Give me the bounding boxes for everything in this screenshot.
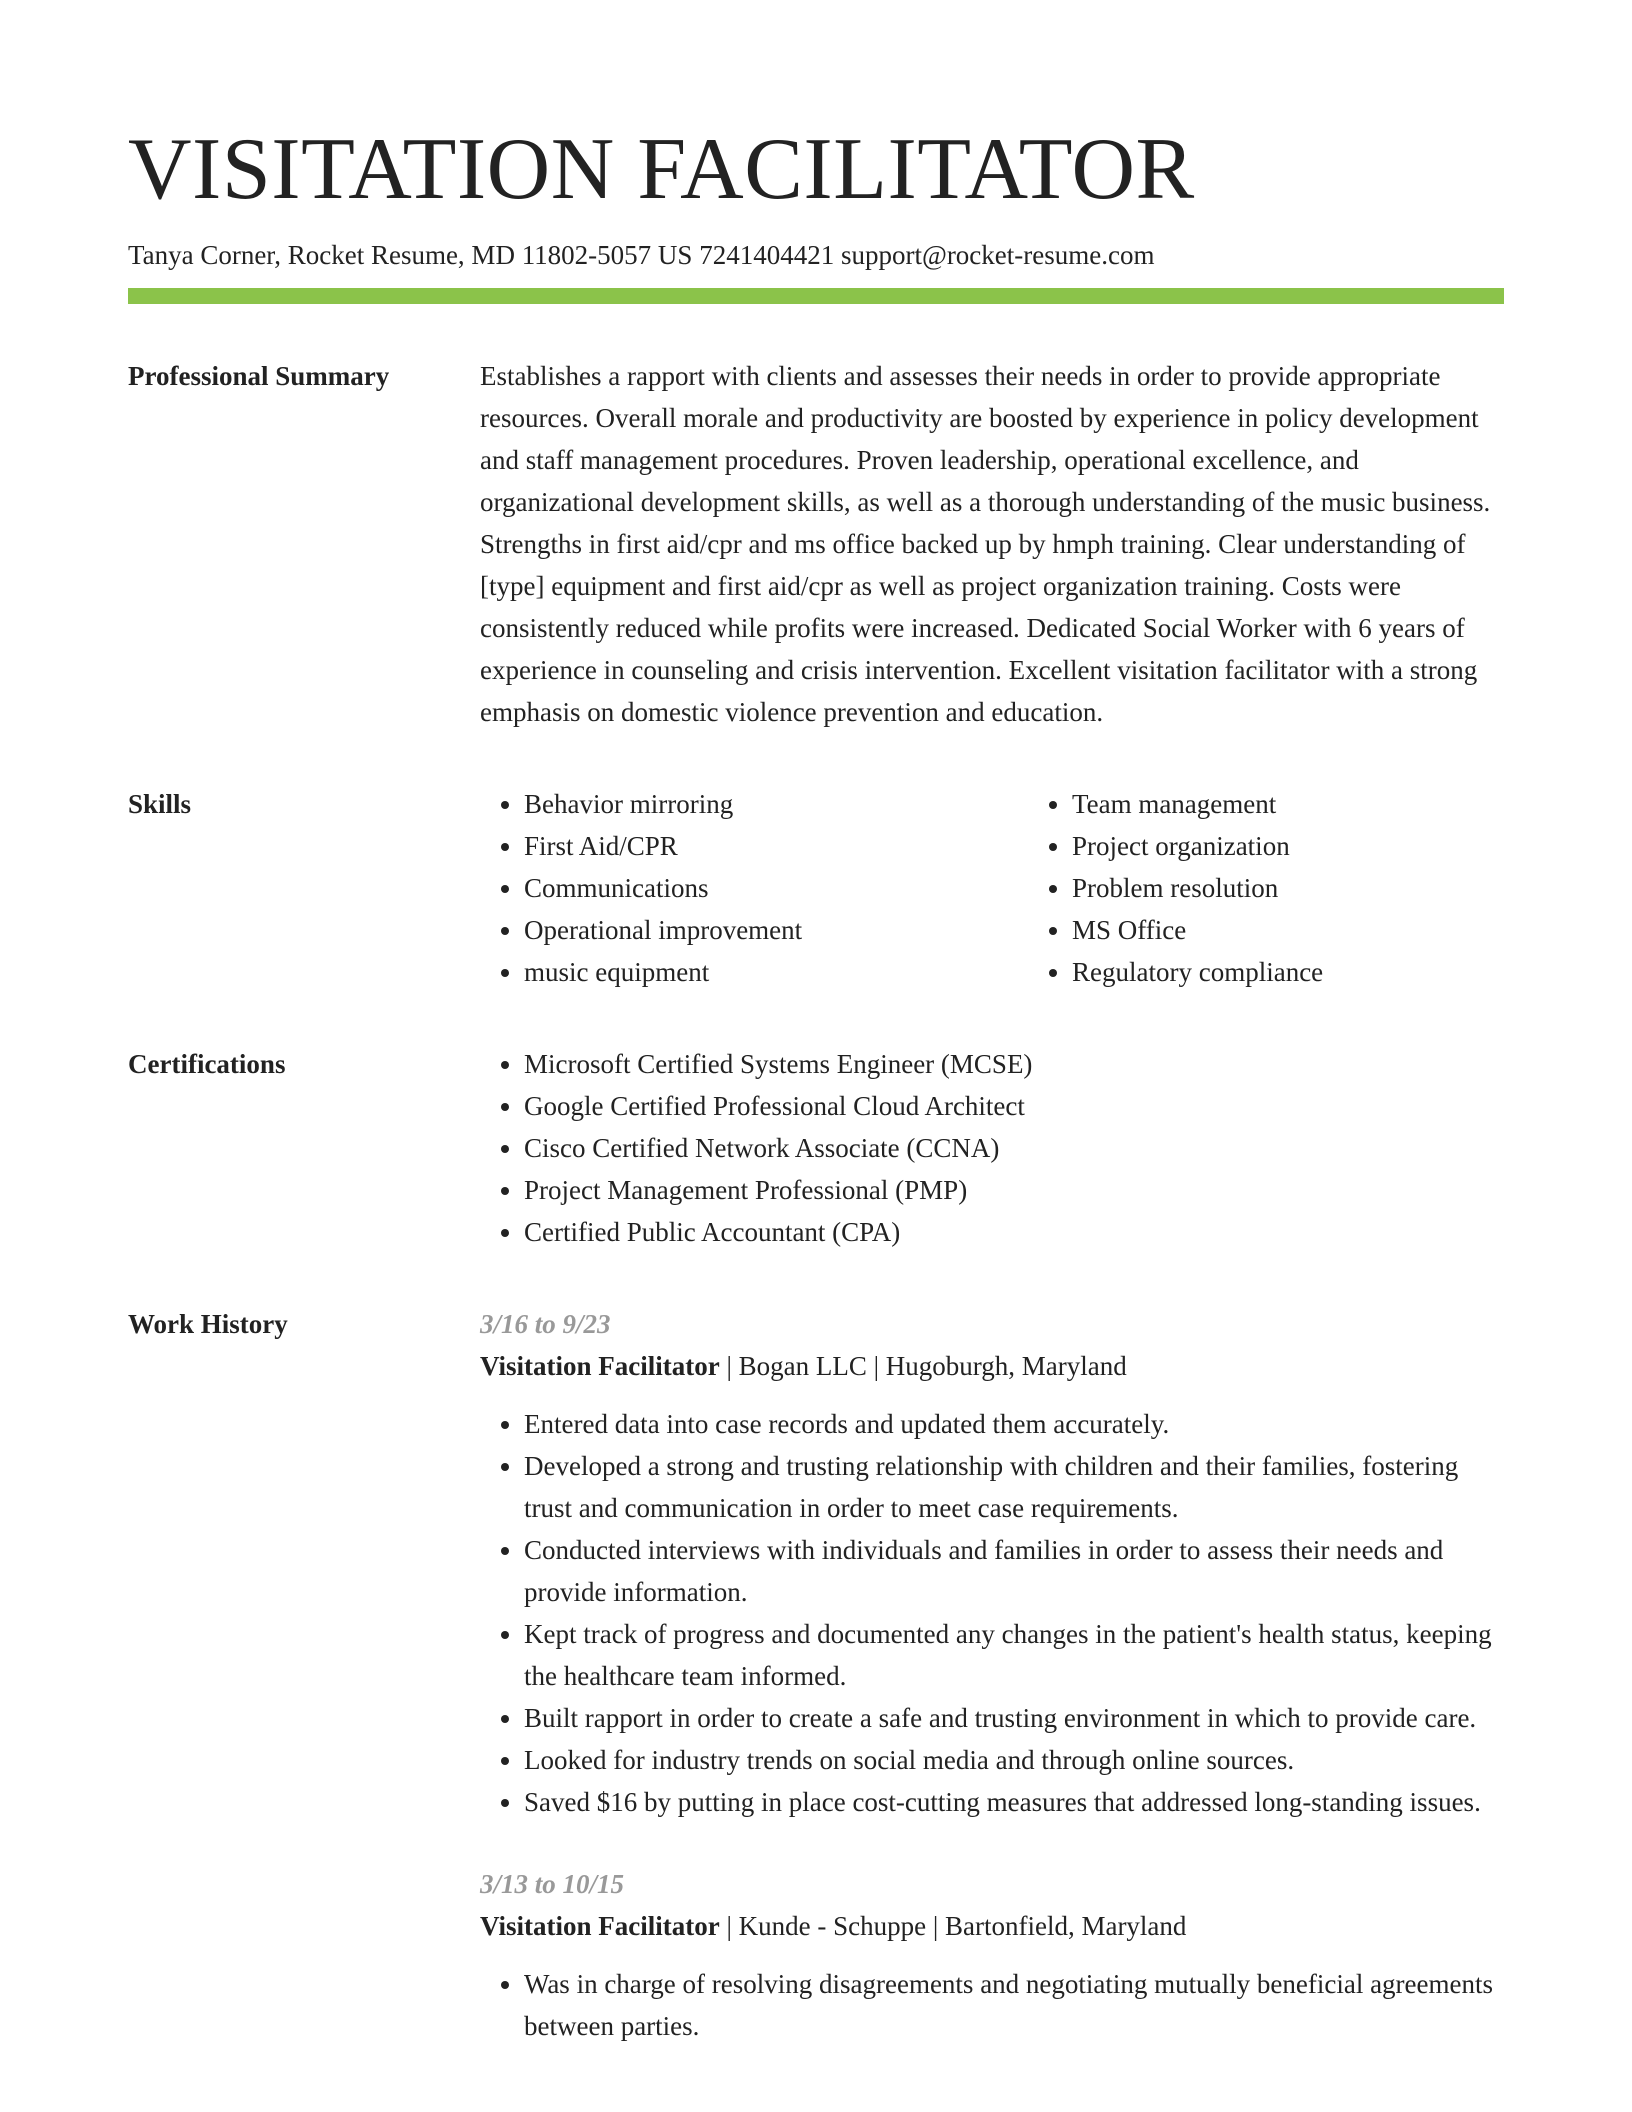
- resume-name: VISITATION FACILITATOR: [128, 121, 1195, 218]
- skill-item: • First Aid/CPR: [524, 825, 1028, 867]
- contact-line: [128, 236, 1504, 274]
- section-content-summary: [480, 355, 1504, 733]
- contact-phone: 7241404421: [699, 240, 835, 270]
- job-employer: | Bogan LLC | Hugoburgh, Maryland: [719, 1351, 1127, 1381]
- certification-item: • Microsoft Certified Systems Engineer (MCSE): [524, 1043, 1504, 1085]
- job-bullet: • Kept track of progress and documented any changes in the patient's health status, keeping the healthcare team informed.: [524, 1613, 1504, 1697]
- section-content-work-history: [480, 1303, 1504, 2047]
- skill-item: • Behavior mirroring: [524, 783, 1028, 825]
- skills-list-right: [1028, 783, 1548, 993]
- section-skills: [128, 783, 1504, 993]
- skill-item: • Communications: [524, 867, 1028, 909]
- job-dates: 3/16 to 9/23: [480, 1309, 611, 1339]
- job-bullet: • Developed a strong and trusting relationship with children and their families, fostering trust and communication in order to meet case requirements.: [524, 1445, 1504, 1529]
- job-dates: 3/13 to 10/15: [480, 1869, 625, 1899]
- job-heading: [480, 1905, 1504, 1947]
- certifications-list: [480, 1043, 1504, 1253]
- job-bullets: [480, 1963, 1504, 2047]
- job-title: Visitation Facilitator: [480, 1351, 720, 1381]
- job-title: Visitation Facilitator: [480, 1911, 720, 1941]
- job-entry: [480, 1303, 1504, 1823]
- job-heading: [480, 1345, 1504, 1387]
- certification-item: • Certified Public Accountant (CPA): [524, 1211, 1504, 1253]
- skill-item: • MS Office: [1072, 909, 1548, 951]
- skill-item: • Regulatory compliance: [1072, 951, 1548, 993]
- header-divider: [128, 288, 1504, 304]
- section-certifications: [128, 1043, 1504, 1253]
- skills-columns: [480, 783, 1504, 993]
- contact-email: support@rocket-resume.com: [840, 240, 1155, 270]
- section-summary: [128, 355, 1504, 733]
- skill-item: • Operational improvement: [524, 909, 1028, 951]
- job-bullet: • Looked for industry trends on social media and through online sources.: [524, 1739, 1504, 1781]
- section-label-summary: Professional Summary: [128, 361, 390, 391]
- skill-item: • Project organization: [1072, 825, 1548, 867]
- job-bullet: • Saved $16 by putting in place cost-cutting measures that addressed long-standing issues.: [524, 1781, 1504, 1823]
- section-content-certifications: [480, 1043, 1504, 1253]
- resume-page: [128, 0, 1504, 2047]
- section-label-certifications: Certifications: [128, 1049, 286, 1079]
- skill-item: • Problem resolution: [1072, 867, 1548, 909]
- skills-list-left: [480, 783, 1028, 993]
- job-employer: | Kunde - Schuppe | Bartonfield, Maryland: [719, 1911, 1187, 1941]
- section-label-work-history: Work History: [128, 1309, 288, 1339]
- certification-item: • Project Management Professional (PMP): [524, 1169, 1504, 1211]
- certification-item: • Google Certified Professional Cloud Architect: [524, 1085, 1504, 1127]
- job-bullet: • Conducted interviews with individuals and families in order to assess their needs and provide information.: [524, 1529, 1504, 1613]
- section-work-history: [128, 1303, 1504, 2047]
- certification-item: • Cisco Certified Network Associate (CCNA): [524, 1127, 1504, 1169]
- section-label-skills: Skills: [128, 789, 192, 819]
- job-bullet: • Built rapport in order to create a safe and trusting environment in which to provide care.: [524, 1697, 1504, 1739]
- job-entry: [480, 1863, 1504, 2047]
- job-bullet: • Was in charge of resolving disagreements and negotiating mutually beneficial agreements between parties.: [524, 1963, 1504, 2047]
- summary-text: Establishes a rapport with clients and assesses their needs in order to provide appropriate resources. Overall morale and productivity are boosted by experience in policy development and staff management procedures. Proven leadership, operational excellence, and organizational development skills, as well as a thorough understanding of the music business. Strengths in first aid/cpr and ms office backed up by hmph training. Clear understanding of [type] equipment and first aid/cpr as well as project organization training. Costs were consistently reduced while profits were increased. Dedicated Social Worker with 6 years of experience in counseling and crisis intervention. Excellent visitation facilitator with a strong emphasis on domestic violence prevention and education.: [480, 361, 1491, 727]
- contact-address: Tanya Corner, Rocket Resume, MD 11802-5057 US: [128, 240, 693, 270]
- skill-item: • Team management: [1072, 783, 1548, 825]
- skill-item: • music equipment: [524, 951, 1028, 993]
- job-bullet: • Entered data into case records and updated them accurately.: [524, 1403, 1504, 1445]
- job-bullets: [480, 1403, 1504, 1823]
